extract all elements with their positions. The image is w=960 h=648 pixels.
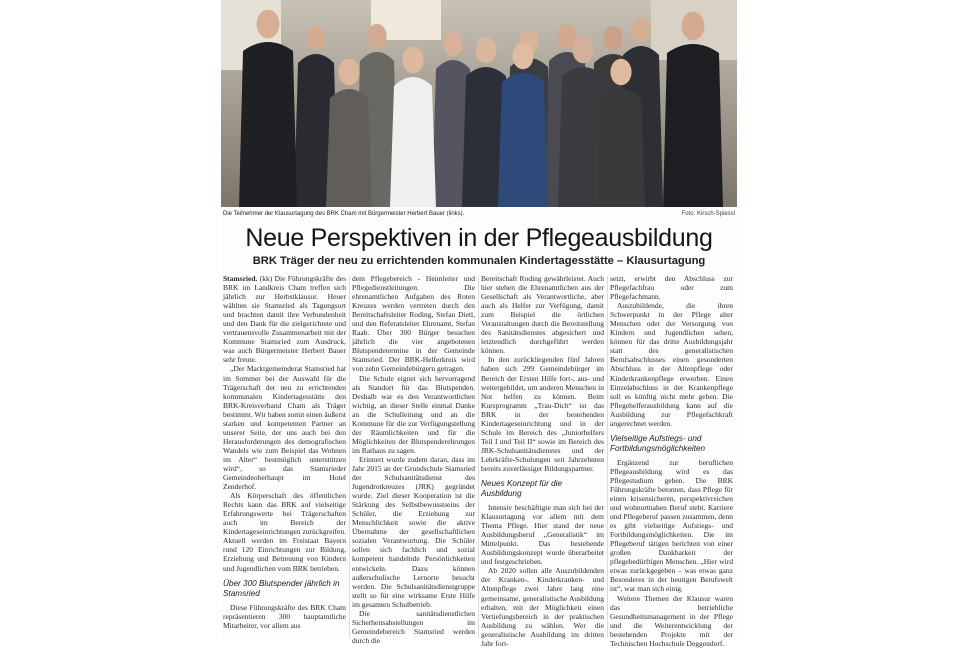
article-column-3 (481, 274, 604, 648)
newspaper-clipping (221, 0, 737, 648)
person-head (572, 37, 593, 63)
section-subheading: Über 300 Blutspender jährlich in Stamsried (223, 578, 340, 598)
person-head (631, 18, 650, 42)
person-head (682, 12, 705, 41)
subheadline: BRK Träger der neu zu errichtenden kommunalen Kindertagesstätte – Klausurtagung (252, 255, 706, 267)
paragraph: Als Körperschaft des öffentlichen Rechts kann das BRK auf vielseitige Erfahrungswerte bei Trägerschaften auch im Bereich der Kindertageseinrichtungen zurückgreifen. Aktuell werden im Freistaat Bayern rund 120 Einrichtungen zur Bildung, Erziehung und Betreuung von Kindern und Jugendlichen vom BRK betrieben. (223, 491, 346, 573)
caption-text: Die Teilnehmer der Klausurtagung des BRK Cham mit Bürgermeister Herbert Bauer (links). (223, 211, 465, 217)
photo-credit: Foto: Kirsch-Spiessl (681, 211, 735, 217)
paragraph (223, 274, 346, 364)
person-head (402, 47, 423, 73)
person-silhouette (390, 77, 436, 207)
column-divider (349, 276, 350, 638)
paragraph: Erinnert wurde zudem daran, dass im Jahr 2015 an der Grundschule Stamsried der Schulsanitätsdienst des Jugendrotkreuzes (JRK) gegründet wurde. Ziel dieser Kooperation ist die Stärkung des Selbstbewusstseins der Schüler, die Erziehung zur Menschlichkeit sowie die aktive Übernahme der gesellschaftlichen sozialen Verantwortung. Die Schüler sollen sich fachlich und sozial kompetent handelnde Persönlichkeiten entwickeln. Dazu können außerschulische Lernorte besucht werden. Die Schulsanitätsdienstgruppe stellt so für eine wirksame Erste Hilfe im gesamten Schulbetrieb. (352, 454, 475, 609)
article-column-1 (223, 274, 346, 640)
article-column-4 (610, 274, 733, 648)
paragraph: Ab 2020 sollen alle Auszubildenden der Kranken-, Kinderkranken- und Altenpflege zwei Jahre lang eine gemeinsame, generalistische Ausbildung erhalten, mit der Möglichkeit einen Vertiefungsbereich in der praktischen Ausbildung zu wählen. Wer die generalistische Ausbildung im dritten Jahr fort- (481, 566, 604, 648)
paragraph: Bereitschaft Roding gewährleistet. Auch hier stehen die Ehrenamtlichen aus der Gesellschaft als Verantwortliche, aber auch als Helfer zur Verfügung, damit zum Beispiel die örtlichen Veranstaltungen durch die Bereitstellung des Sanitätsdienstes abgesichert und letztendlich durchgeführt werden können. (481, 274, 604, 356)
person-head (443, 32, 462, 56)
article-column-2 (352, 274, 475, 645)
person-head (610, 59, 631, 85)
person-silhouette (498, 73, 548, 207)
paragraph: Ergänzend zur beruflichen Pflegeausbildung wird es das Pflegestudium geben. Die BRK Führungskräfte betonten, dass Pflege für einen krisensicheren, perspektivreichen und wohnortnahen Beruf steht. Karriere und Pflegeberuf passen zusammen, denn es gibt vielseitige Aufstiegs- und Fortbildungsmöglichkeiten. Die im Pflegeberuf tätigen berichten von einer großen Dankbarkeit der pflegebedürftigen Menschen. „Hier wird etwas zurückgegeben – was etwas ganz Besonderes in der heutigen Berufswelt ist“, war man sich einig. (610, 457, 733, 594)
photo-caption (223, 209, 735, 219)
dateline: Stamsried. (223, 274, 258, 283)
section-subheading: Vielseitige Aufstiegs- und Fortbildungsmöglichkeiten (610, 433, 706, 453)
group-photo (221, 0, 737, 207)
group-photo-image (221, 0, 737, 207)
person-head (306, 26, 325, 50)
paragraph: Auszubildende, die ihren Schwerpunkt in der Pflege alter Menschen oder der Versorgung von Kindern und Jugendlichen sehen, können für das dritte Ausbildungsjahr statt des generalistischen Berufsabschlusses einen gesonderten Abschluss in der Altenpflege oder Kinderkrankenpflege erwerben. Einen Einzelabschluss in der Krankenpflege soll es künftig nicht mehr geben. Die Pflegehelferausbildung kann auf die Ausbildung zur Pflegefachkraft angerechnet werden. (610, 301, 733, 428)
paragraph: Intensiv beschäftigte man sich bei der Klausurtagung vor allem mit dem Thema Pflege. Hier stand der neue Ausbildungsberuf „Generalistik“ im Mittelpunkt. Das bestehende Ausbildungskonzept wurde überarbeitet und festgeschrieben. (481, 503, 604, 567)
headline: Neue Perspektiven in der Pflegeausbildung (245, 224, 713, 252)
paragraph: Diese Führungskräfte des BRK Cham repräsentieren 300 hauptamtliche Mitarbeiter, vor allem aus (223, 602, 346, 630)
person-silhouette (239, 42, 297, 207)
person-head (603, 26, 622, 50)
paragraph: Weitere Themen der Klausur waren das betriebliche Gesundheitsmanagement in der Pflege und die Weiterentwicklung der bestehenden Projekte mit der Technischen Hochschule Deggendorf. (610, 593, 733, 648)
person-silhouette (597, 89, 645, 207)
person-silhouette (663, 44, 723, 207)
column-divider (478, 276, 479, 638)
paragraph: Die sanitätsdienstlichen Sicherheitsabstellungen im Gemeindebereich Stamsried werden durch die (352, 608, 475, 645)
paragraph: „Der Marktgemeinderat Stamsried hat im Sommer bei der Auswahl für die Trägerschaft der neu zu errichtenden kommunalen Kindertagesstätte den BRK-Kreisverband Cham als Träger bestimmt. Wir haben somit einen äußerst starken und kompetenten Partner an unserer Seite, der uns auch bei den Herausforderungen des demografischen Wandels wie zum Beispiel das Wohnen im Alter“ bestmöglich unterstützen wird“, so das Stamsrieder Gemeindeoberhaupt im Hotel Zenderhof. (223, 364, 346, 492)
person-head (367, 24, 386, 48)
section-subheading: Neues Konzept für die Ausbildung (481, 479, 563, 499)
person-silhouette (326, 89, 372, 207)
paragraph: setzt, erwirbt den Abschluss zur Pflegefachfrau oder zum Pflegefachmann. (610, 274, 733, 302)
paragraph-text: (kk) Die Führungskräfte des BRK im Landkreis Cham treffen sich jährlich zur Herbstklausur. Heuer wählten sie Stamsried als Tagungsort und brachten damit ihre Verbundenheit und den Dank für die zielgerichtete und vertrauensvolle Zusammenarbeit mit der Kommune Stamsried zum Ausdruck, was auch Bürgermeister Herbert Bauer sehr freute. (223, 274, 346, 365)
person-head (475, 37, 496, 63)
paragraph: Die Schule eignet sich hervorragend als Standort für das Blutspenden. Deshalb war es den Verantwortlichen wichtig, an dieser Stelle einmal Danke an die Schulleitung und an die Kommune für die zur Verfügungstellung der Räumlichkeiten und für die Möglichkeiten der Blutspenderehrungen im Rathaus zu sagen. (352, 373, 475, 455)
person-head (257, 10, 280, 39)
paragraph: In den zurückliegenden fünf Jahren haben sich 299 Gemeindebürger im Bereich der Ersten Hilfe fort-, aus- und weitergebildet, um anderen Menschen in Not helfen zu können. Beim Kursprogramm „Trau-Dich“ ist das BRK in der bestehenden Kindertageseinrichtung und in der Schule im Bereich des „Juniorhelfers Teil I und Teil II“ sowie im Bereich des JRK-Schulsanitätsdienstes und der Lehrkräfte-Schulungen seit Jahrzehnten bereits zuverlässiger Bildungspartner. (481, 355, 604, 473)
paragraph: dem Pflegebereich - Heimleiter und Pflegedienstleitungen. Die ehrenamtlichen Aufgaben des Roten Kreuzes werden vertreten durch den Bereitschaftsleiter Roding, Stefan Dietl, und den Referatsleiter Ehrenamt, Stefan Raab. Über 300 Bürger besuchen jährlich die vier angebotenen Blutspendetermine in der Gemeinde Stamsried. Der BRK-Helferkreis wird von zehn Gemeindebürgern getragen. (352, 274, 475, 374)
column-divider (607, 276, 608, 638)
person-head (512, 43, 533, 69)
person-head (338, 59, 359, 85)
